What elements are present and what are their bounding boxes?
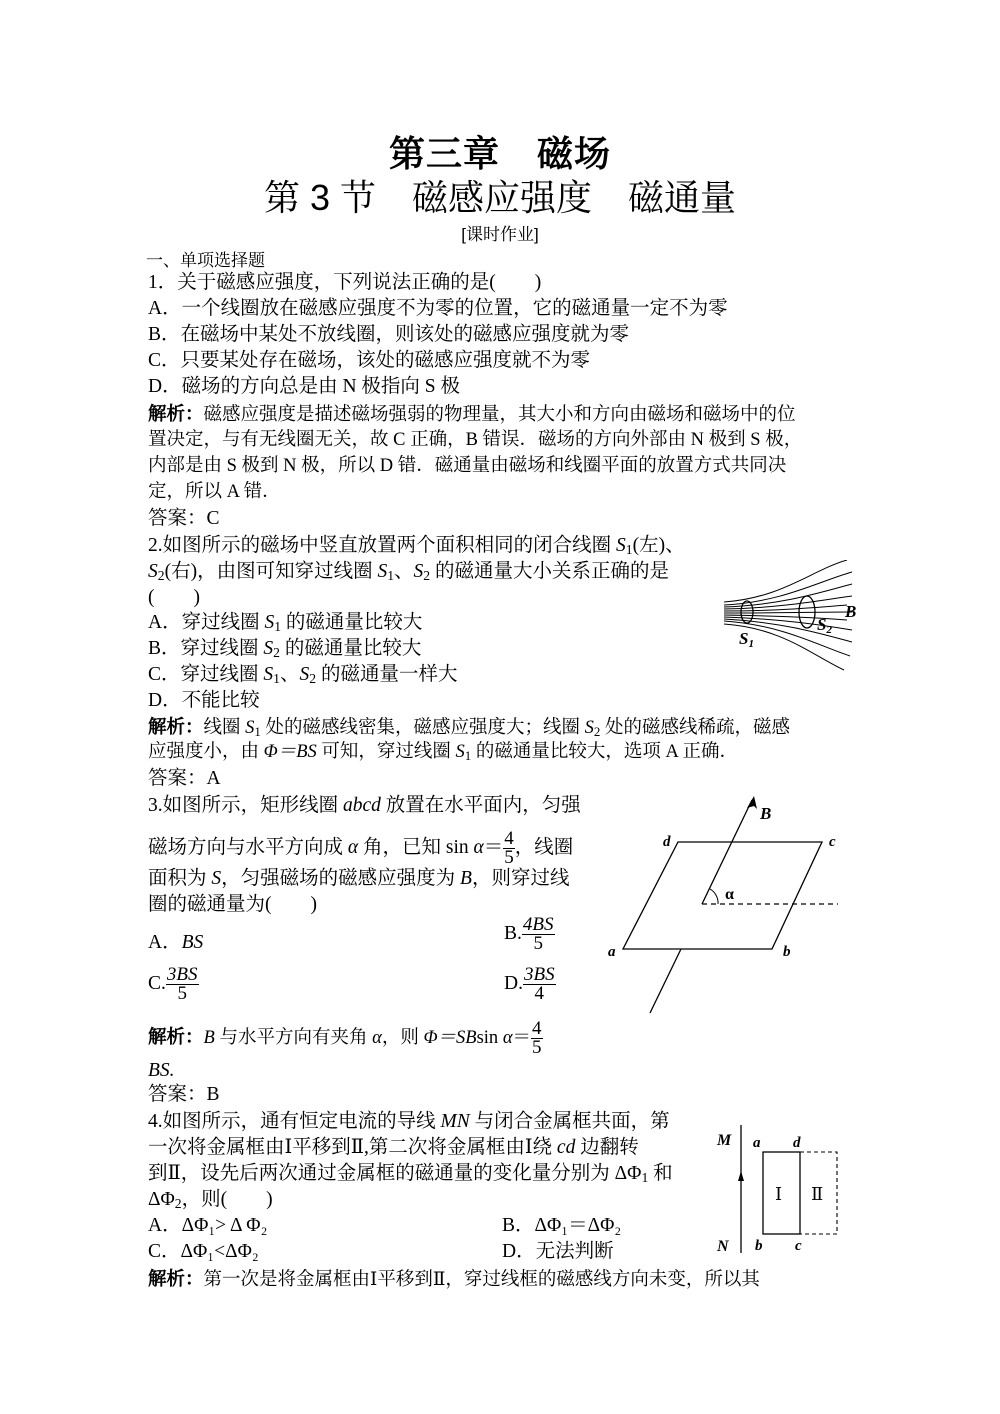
q3-analysis-line-2: BS. bbox=[148, 1060, 175, 1081]
q3-option-a: A．BS bbox=[148, 932, 204, 953]
q4-option-c: C．ΔΦ₁<ΔΦ₂ bbox=[148, 1241, 259, 1262]
section-title: 第 3 节 磁感应强度 磁通量 bbox=[263, 177, 737, 218]
label-a: a bbox=[753, 1135, 761, 1151]
q2-answer bbox=[148, 766, 221, 791]
homework-tag: [课时作业] bbox=[461, 225, 539, 244]
q2-magnetic-field-figure bbox=[722, 560, 862, 675]
analysis-label: 解析： bbox=[148, 1268, 204, 1289]
label-s2: S2 bbox=[817, 615, 832, 636]
q3-answer bbox=[148, 1082, 220, 1107]
coil-s1 bbox=[741, 601, 753, 623]
label-d: d bbox=[663, 834, 671, 850]
q1-analysis-line-1 bbox=[148, 401, 796, 428]
coil-abcd bbox=[623, 842, 822, 949]
q2-option-b: B．穿过线圈 $S_2$ 的磁通量比较大 bbox=[148, 638, 422, 660]
q2-option-d: D．不能比较 bbox=[148, 690, 260, 711]
label-b: B bbox=[845, 602, 857, 621]
q2-option-c: C．穿过线圈 $S_1$、$S_2$ 的磁通量一样大 bbox=[148, 664, 458, 686]
fraction-4-5: $\frac{4}{5}$ bbox=[504, 828, 514, 868]
q3-coil-figure bbox=[600, 795, 850, 1025]
q4-stem-line-3: 到Ⅱ，设先后两次通过金属框的磁通量的变化量分别为 $\Delta\Phi_1$ 和 bbox=[148, 1163, 673, 1185]
q2-analysis-line-2: 应强度小，由 Φ＝BS 可知，穿过线圈 $S_1$ 的磁通量比较大，选项 A 正确． bbox=[148, 742, 738, 763]
q4-option-d: D．无法判断 bbox=[502, 1241, 614, 1262]
label-b: b bbox=[755, 1238, 763, 1254]
current-arrow bbox=[738, 1171, 744, 1181]
analysis-label: 解析： bbox=[148, 716, 204, 737]
field-lines bbox=[724, 560, 852, 670]
label-alpha: α bbox=[725, 886, 734, 903]
analysis-label: 解析： bbox=[148, 1025, 204, 1047]
analysis-text: 磁感应强度是描述磁场强弱的物理量，其大小和方向由磁场和磁场中的位 bbox=[203, 405, 796, 425]
q1-option-c: C．只要某处存在磁场，该处的磁感应强度就不为零 bbox=[148, 350, 591, 371]
q1-option-d: D．磁场的方向总是由 N 极指向 S 极 bbox=[148, 376, 461, 397]
q4-stem-line-2: 一次将金属框由Ⅰ平移到Ⅱ,第二次将金属框由Ⅰ绕 cd 边翻转 bbox=[148, 1137, 639, 1158]
q2-option-a: A．穿过线圈 $S_1$ 的磁通量比较大 bbox=[148, 612, 423, 634]
q1-analysis-line-4: 定，所以 A 错． bbox=[148, 482, 281, 502]
chapter-title: 第三章 磁场 bbox=[388, 133, 611, 174]
label-c: c bbox=[795, 1238, 802, 1254]
q4-option-b: B．ΔΦ₁＝ΔΦ₂ bbox=[502, 1215, 622, 1236]
q1-analysis-line-2: 置决定，与有无线圈无关，故 C 正确，B 错误．磁场的方向外部由 N 极到 S 极， bbox=[148, 430, 803, 450]
answer-value: A bbox=[206, 768, 221, 789]
answer-label: 答案： bbox=[148, 767, 207, 789]
q4-analysis-line-1: 解析：第一次是将金属框由Ⅰ平移到Ⅱ，穿过线框的磁感线方向未变，所以其 bbox=[148, 1268, 760, 1290]
answer-value: C bbox=[206, 508, 220, 529]
q3-stem-line-3: 面积为 S，匀强磁场的磁感应强度为 B，则穿过线 bbox=[148, 868, 570, 889]
q3-stem-line-1: 3.如图所示，矩形线圈 abcd 放置在水平面内，匀强 bbox=[148, 795, 581, 816]
field-line-lower bbox=[650, 949, 681, 1013]
label-b: B bbox=[760, 804, 772, 823]
q2-stem-line-3: ( ) bbox=[148, 587, 200, 608]
q3-stem-line-2: 磁场方向与水平方向成 α 角，已知 sin α＝ $\frac{4}{5}$ ，线圈 bbox=[148, 828, 574, 868]
label-n: N bbox=[717, 1238, 729, 1255]
q4-stem-line-4: $\Delta\Phi_2$，则( ) bbox=[148, 1189, 273, 1211]
label-region-1: Ⅰ bbox=[775, 1184, 783, 1204]
arrow-head bbox=[747, 796, 757, 809]
q2-stem-line-1: 2.如图所示的磁场中竖直放置两个面积相同的闭合线圈 $S_1$(左)、 bbox=[148, 535, 685, 557]
answer-label: 答案： bbox=[148, 507, 207, 529]
question-type-heading: 一、单项选择题 bbox=[146, 251, 265, 270]
angle-arc bbox=[710, 889, 718, 904]
q1-option-a: A．一个线圈放在磁感应强度不为零的位置，它的磁通量一定不为零 bbox=[148, 298, 728, 319]
q4-wire-frame-figure bbox=[705, 1115, 855, 1260]
answer-value: B bbox=[206, 1084, 220, 1105]
q4-stem-line-1: 4.如图所示，通有恒定电流的导线 MN 与闭合金属框共面，第 bbox=[148, 1111, 670, 1132]
q1-option-b: B．在磁场中某处不放线圈，则该处的磁感应强度就为零 bbox=[148, 324, 630, 345]
q3-option-c: C. $\frac{3BS}{5}$ bbox=[148, 964, 198, 1004]
label-b-corner: b bbox=[783, 944, 791, 960]
q1-answer bbox=[148, 506, 220, 531]
label-m: M bbox=[717, 1132, 732, 1149]
label-c: c bbox=[829, 834, 836, 850]
label-s1: S1 bbox=[739, 629, 754, 650]
q3-analysis-line-1: 解析：B 与水平方向有夹角 α，则 Φ＝SBsin α＝ $\frac{4}{5}$ bbox=[148, 1018, 542, 1058]
q2-analysis-line-1: 解析：线圈 $S_1$ 处的磁感线密集，磁感应强度大；线圈 $S_2$ 处的磁感线稀疏，磁感 bbox=[148, 716, 790, 739]
q3-stem-line-4: 圈的磁通量为( ) bbox=[148, 894, 317, 915]
label-d: d bbox=[793, 1135, 801, 1151]
q4-option-a: A．ΔΦ₁> Δ Φ₂ bbox=[148, 1215, 268, 1236]
q3-option-d: D. $\frac{3BS}{4}$ bbox=[504, 964, 555, 1004]
q1-stem: 1．关于磁感应强度，下列说法正确的是( ) bbox=[148, 272, 542, 293]
q3-option-b: B. $\frac{4BS}{5}$ bbox=[504, 914, 554, 954]
q2-stem-line-2: $S_2$(右)，由图可知穿过线圈 $S_1$、$S_2$ 的磁通量大小关系正确的是 bbox=[148, 561, 670, 583]
label-region-2: Ⅱ bbox=[811, 1184, 824, 1204]
analysis-label: 解析： bbox=[148, 403, 204, 424]
label-a: a bbox=[608, 944, 616, 960]
answer-label: 答案： bbox=[148, 1083, 207, 1105]
q1-analysis-line-3: 内部是由 S 极到 N 极，所以 D 错．磁通量由磁场和线圈平面的放置方式共同决 bbox=[148, 456, 787, 476]
